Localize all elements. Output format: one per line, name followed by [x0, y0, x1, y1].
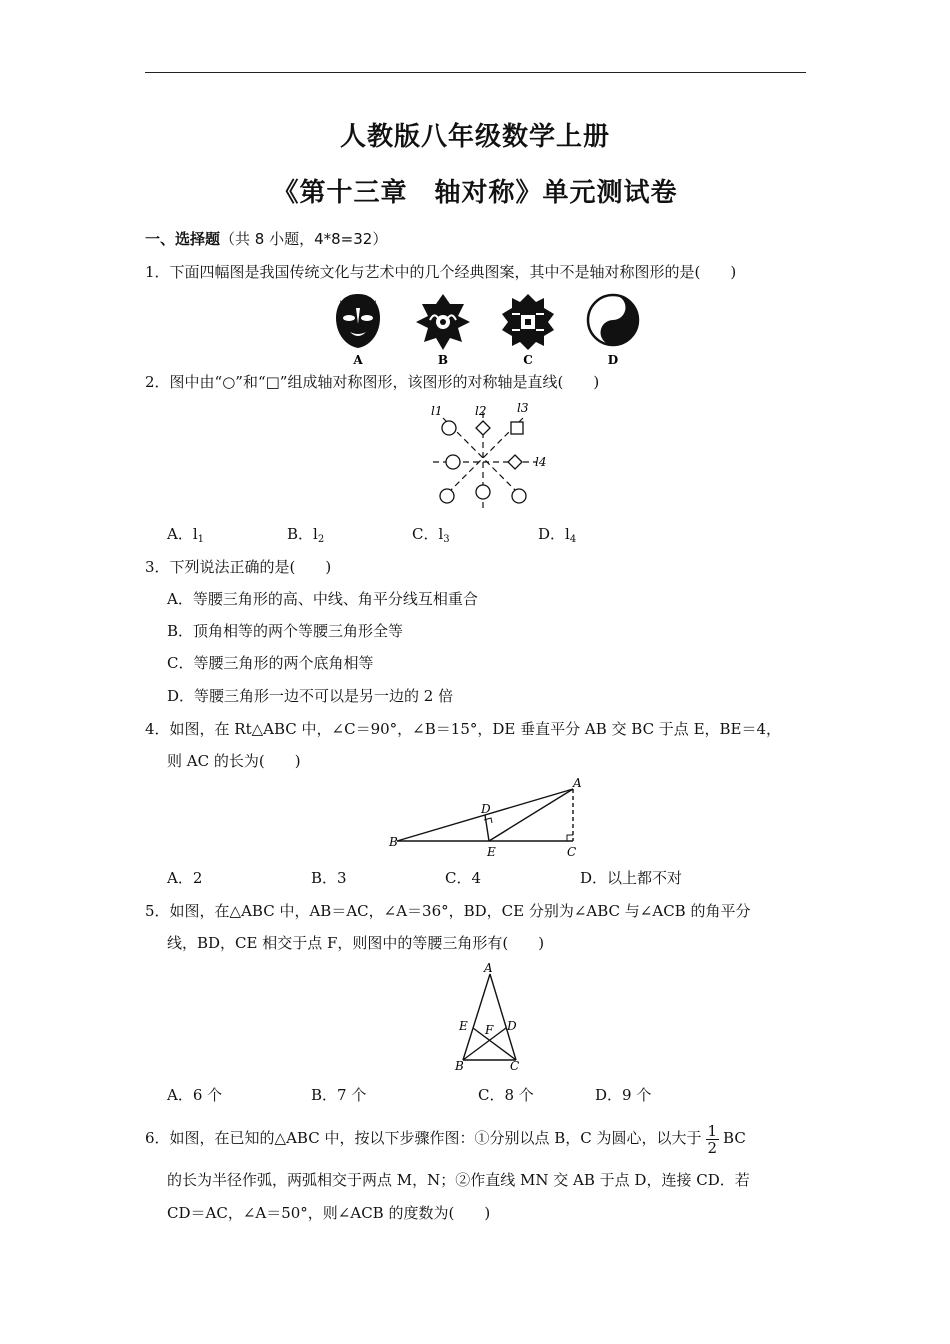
- vertex-label-d: D: [481, 802, 491, 816]
- question-6-text-line2: 的长为半径作弧，两弧相交于两点 M，N；②作直线 MN 交 AB 于点 D，连接 CD．若: [167, 1171, 750, 1189]
- question-2-text: 2．图中由“○”和“□”组成轴对称图形，该图形的对称轴是直线( ): [145, 373, 600, 391]
- vertex-label-c: C: [510, 1059, 520, 1073]
- question-5-figure: [450, 960, 530, 1075]
- vertex-label-e: E: [487, 845, 496, 859]
- q2-option-a: A．$l_1$: [167, 525, 205, 545]
- q5-option-d: D．9 个: [595, 1086, 652, 1104]
- opera-mask-icon: [336, 294, 380, 348]
- q3-option-a: A．等腰三角形的高、中线、角平分线互相重合: [167, 590, 478, 608]
- figure-label-d: D: [607, 353, 619, 367]
- q5-option-b: B．7 个: [311, 1086, 367, 1104]
- question-1-figure: [330, 290, 650, 370]
- question-5-text-line1: 5．如图，在△ABC 中，AB＝AC，∠A＝36°，BD，CE 分别为∠ABC 与∠ACB 的角平分: [145, 902, 751, 920]
- vertex-label-f: F: [485, 1023, 494, 1037]
- q6-line1-post: BC: [723, 1129, 746, 1147]
- q4-option-d: D．以上都不对: [580, 869, 683, 887]
- axis-label-l4: l4: [535, 455, 547, 469]
- section-heading-label: 一、选择题: [145, 230, 221, 248]
- q3-option-c: C．等腰三角形的两个底角相等: [167, 654, 374, 672]
- axis-label-l3: l3: [517, 401, 529, 415]
- vertex-label-d: D: [507, 1019, 517, 1033]
- question-4-text-line1: 4．如图，在 Rt△ABC 中，∠C＝90°，∠B＝15°，DE 垂直平分 AB 交 BC 于点 E，BE＝4，: [145, 720, 782, 738]
- figure-label-a: A: [353, 353, 363, 367]
- q5-option-c: C．8 个: [478, 1086, 534, 1104]
- q3-option-d: D．等腰三角形一边不可以是另一边的 2 倍: [167, 687, 454, 705]
- vertex-label-a: A: [484, 961, 493, 975]
- document-title: 人教版八年级数学上册: [339, 122, 610, 152]
- question-6-text-line1: [145, 1118, 746, 1158]
- vertex-label-e: E: [459, 1019, 468, 1033]
- q2-option-c: C．$l_3$: [412, 525, 450, 545]
- q4-option-c: C．4: [445, 869, 482, 887]
- q3-option-b: B．顶角相等的两个等腰三角形全等: [167, 622, 404, 640]
- question-2-figure: [425, 400, 555, 515]
- q4-option-b: B．3: [311, 869, 347, 887]
- question-1-text: 1．下面四幅图是我国传统文化与艺术中的几个经典图案，其中不是轴对称图形的是( ): [145, 263, 737, 281]
- question-4-text-line2: 则 AC 的长为( ): [167, 752, 301, 770]
- q4-option-a: A．2: [167, 869, 203, 887]
- question-3-text: 3．下列说法正确的是( ): [145, 558, 332, 576]
- axis-label-l1: l1: [431, 404, 443, 418]
- ornament-b-icon: [416, 294, 470, 350]
- section-heading: [145, 229, 387, 249]
- vertex-label-a: A: [573, 776, 582, 790]
- q5-option-a: A．6 个: [167, 1086, 223, 1104]
- q2-option-d: D．$l_4$: [538, 525, 577, 545]
- question-5-text-line2: 线，BD，CE 相交于点 F，则图中的等腰三角形有( ): [167, 934, 545, 952]
- figure-label-c: C: [523, 353, 533, 367]
- axis-label-l2: l2: [475, 404, 487, 418]
- header-rule: [145, 72, 806, 73]
- ornament-c-icon: [502, 294, 554, 350]
- figure-label-b: B: [437, 353, 449, 367]
- q6-line1-pre: 6．如图，在已知的△ABC 中，按以下步骤作图：①分别以点 B，C 为圆心，以大于: [145, 1129, 702, 1147]
- taiji-icon: [588, 295, 638, 345]
- fraction-one-half: $\frac{1}{2}$: [707, 1121, 718, 1157]
- document-subtitle: 《第十三章 轴对称》单元测试卷: [272, 178, 678, 208]
- vertex-label-b: B: [455, 1059, 464, 1073]
- question-4-figure: [385, 775, 595, 860]
- section-note: （共 8 小题，4*8=32）: [220, 230, 388, 248]
- vertex-label-c: C: [567, 845, 577, 859]
- vertex-label-b: B: [389, 835, 398, 849]
- q2-option-b: B．$l_2$: [287, 525, 325, 545]
- question-6-text-line3: CD＝AC，∠A＝50°，则∠ACB 的度数为( ): [167, 1204, 491, 1222]
